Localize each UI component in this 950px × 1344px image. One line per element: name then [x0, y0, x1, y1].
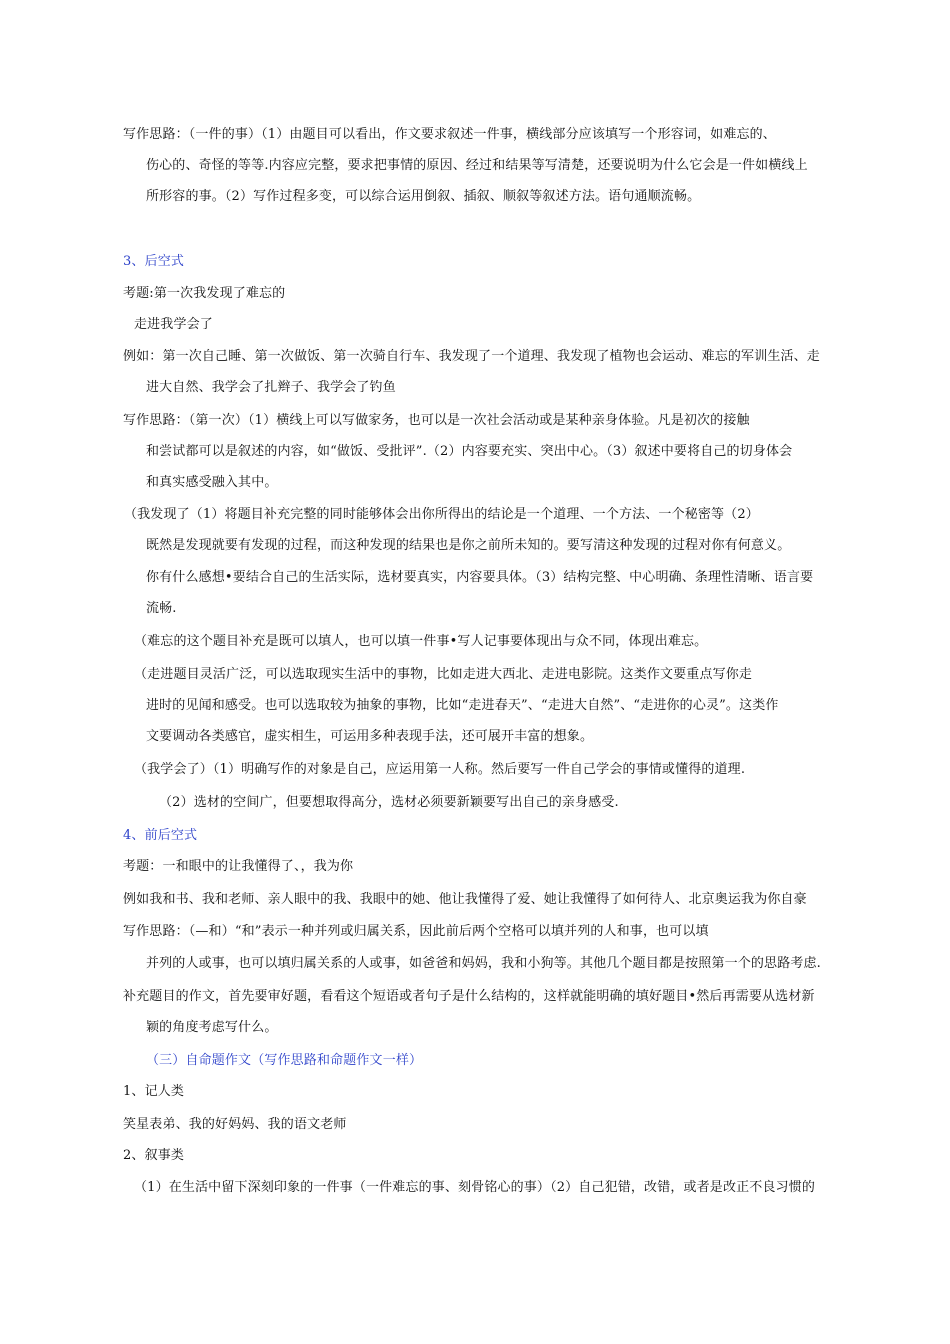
- paragraph-line: 写作思路：（—和）“和”表示一种并列或归属关系，因此前后两个空格可以填并列的人和事，也可以填: [123, 924, 709, 939]
- paragraph-line: （走进题目灵活广泛，可以选取现实生活中的事物，比如走进大西北、走进电影院。这类作文要重点写你走: [134, 667, 753, 682]
- section-heading: （三）自命题作文（写作思路和命题作文一样）: [146, 1053, 423, 1068]
- paragraph-line: 既然是发现就要有发现的过程，而这种发现的结果也是你之前所未知的。要写清这种发现的过程对你有何意义。: [146, 538, 791, 553]
- paragraph-line: 例如我和书、我和老师、亲人眼中的我、我眼中的她、他让我懂得了爱、她让我懂得了如何待人、北京奥运我为你自豪: [123, 892, 807, 907]
- paragraph-line: 2、叙事类: [123, 1148, 185, 1163]
- paragraph-line: 颖的角度考虑写什么。: [146, 1020, 278, 1035]
- paragraph-line: 进大自然、我学会了扎辫子、我学会了钓鱼: [146, 380, 396, 395]
- paragraph-line: 考题:第一次我发现了难忘的: [123, 286, 286, 301]
- paragraph-line: （我发现了（1）将题目补充完整的同时能够体会出你所得出的结论是一个道理、一个方法、一个秘密等（2）: [124, 507, 759, 522]
- paragraph-line: 笑星表弟、我的好妈妈、我的语文老师: [123, 1117, 347, 1132]
- section-heading: 3、后空式: [123, 254, 185, 269]
- paragraph-line: 和真实感受融入其中。: [146, 475, 278, 490]
- paragraph-line: （我学会了）（1）明确写作的对象是自己，应运用第一人称。然后要写一件自己学会的事情或懂得的道理.: [134, 762, 746, 777]
- paragraph-line: 考题：一和眼中的让我懂得了、，我为你: [123, 859, 354, 874]
- paragraph-line: 你有什么感想•要结合自己的生活实际，选材要真实，内容要具体。（3）结构完整、中心明确、条理性清晰、语言要: [146, 570, 814, 585]
- paragraph-line: 和尝试都可以是叙述的内容，如“做饭、受批评”.（2）内容要充实、突出中心。（3）叙述中要将自己的切身体会: [146, 444, 793, 459]
- paragraph-line: （1）在生活中留下深刻印象的一件事（一件难忘的事、刻骨铭心的事）（2）自己犯错，改错，或者是改正不良习惯的: [134, 1180, 815, 1195]
- paragraph-line: 文要调动各类感官，虚实相生，可运用多种表现手法，还可展开丰富的想象。: [146, 729, 594, 744]
- paragraph-line: 1、记人类: [123, 1084, 185, 1099]
- paragraph-line: 走进我学会了: [134, 317, 213, 332]
- paragraph-line: 所形容的事。（2）写作过程多变，可以综合运用倒叙、插叙、顺叙等叙述方法。语句通顺流畅。: [146, 189, 701, 204]
- paragraph-line: （2）选材的空间广，但要想取得高分，选材必须要新颖要写出自己的亲身感受.: [159, 795, 619, 810]
- paragraph-line: 并列的人或事，也可以填归属关系的人或事，如爸爸和妈妈，我和小狗等。其他几个题目都是按照第一个的思路考虑.: [146, 956, 821, 971]
- paragraph-line: 补充题目的作文，首先要审好题，看看这个短语或者句子是什么结构的，这样就能明确的填好题目•然后再需要从选材新: [123, 989, 815, 1004]
- section-heading: 4、前后空式: [123, 828, 198, 843]
- paragraph-line: 流畅.: [146, 601, 177, 616]
- paragraph-line: 进时的见闻和感受。也可以选取较为抽象的事物，比如“走进春天”、“走进大自然”、“走进你的心灵”。这类作: [146, 698, 779, 713]
- paragraph-line: 伤心的、奇怪的等等.内容应完整，要求把事情的原因、经过和结果等写清楚，还要说明为什么它会是一件如横线上: [146, 158, 808, 173]
- paragraph-line: 写作思路：（第一次）（1）横线上可以写做家务，也可以是一次社会活动或是某种亲身体验。凡是初次的接触: [123, 413, 750, 428]
- paragraph-line: （难忘的这个题目补充是既可以填人，也可以填一件事•写人记事要体现出与众不同，体现出难忘。: [134, 634, 708, 649]
- paragraph-line: 例如：第一次自己睡、第一次做饭、第一次骑自行车、我发现了一个道理、我发现了植物也会运动、难忘的军训生活、走: [123, 349, 820, 364]
- paragraph-line: 写作思路：（一件的事）（1）由题目可以看出，作文要求叙述一件事，横线部分应该填写一个形容词，如难忘的、: [123, 127, 776, 142]
